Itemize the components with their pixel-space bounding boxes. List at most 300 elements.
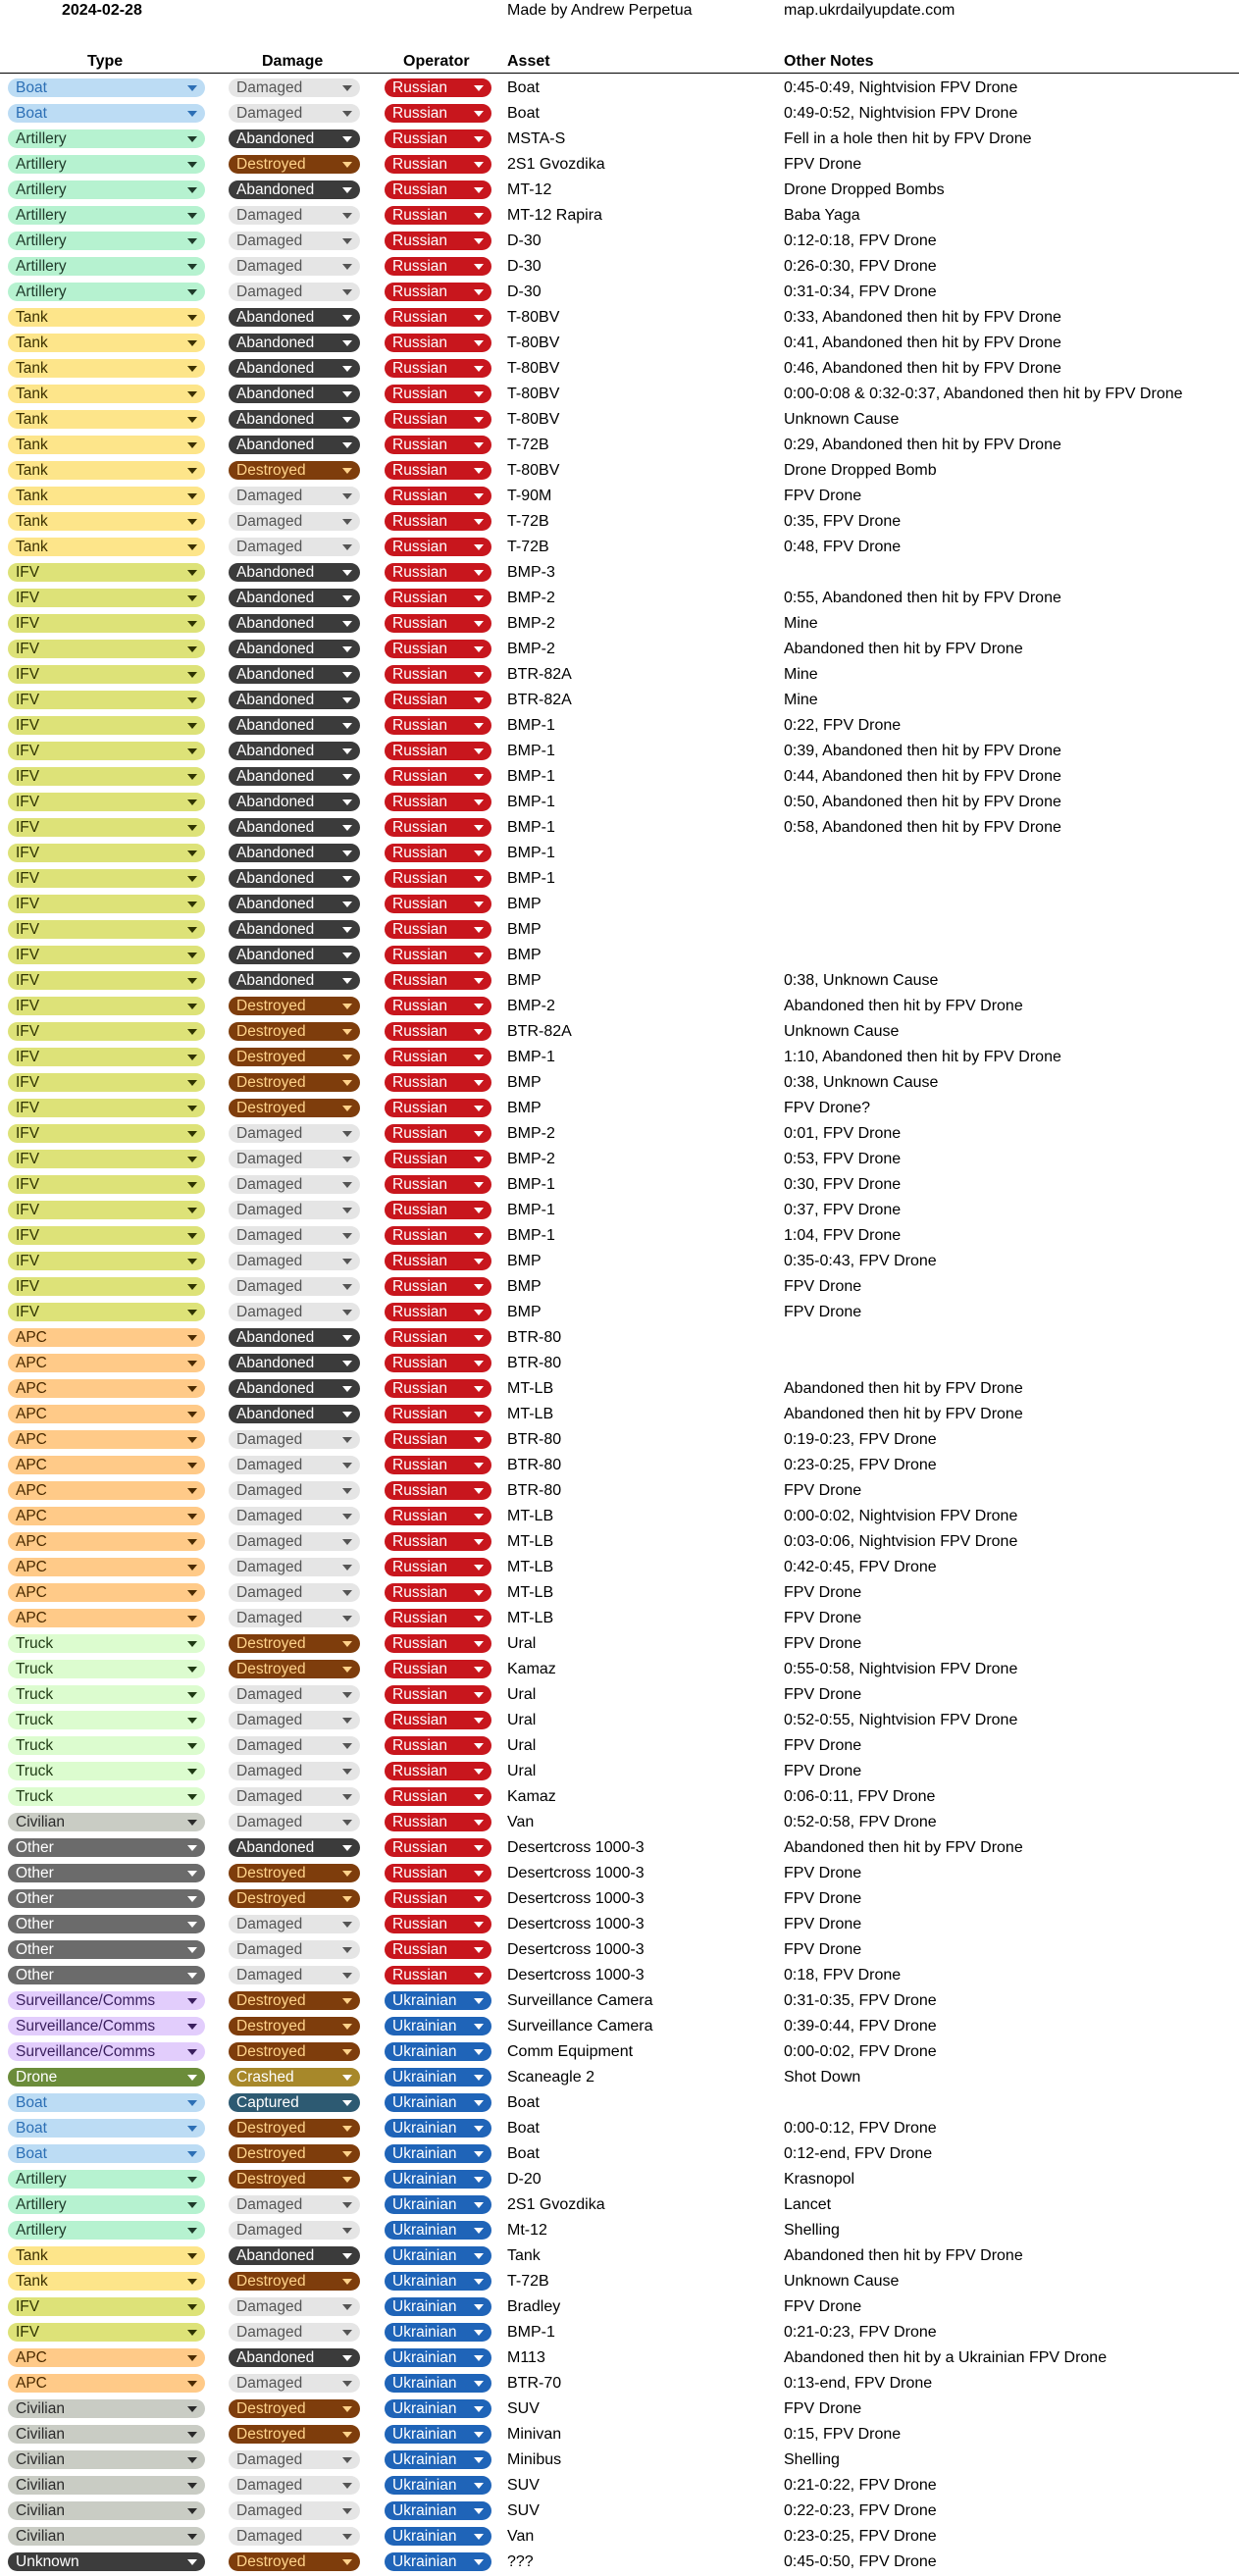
type-dropdown[interactable] [8,487,205,505]
type-dropdown[interactable] [8,104,205,123]
operator-dropdown[interactable] [385,818,491,837]
damage-dropdown[interactable] [229,1328,360,1347]
type-dropdown[interactable] [8,767,205,786]
damage-dropdown[interactable] [229,1966,360,1984]
operator-dropdown[interactable] [385,614,491,633]
damage-dropdown[interactable] [229,869,360,888]
operator-dropdown[interactable] [385,2552,491,2571]
operator-dropdown[interactable] [385,844,491,862]
damage-dropdown[interactable] [229,1354,360,1372]
damage-dropdown[interactable] [229,1940,360,1959]
damage-dropdown[interactable] [229,614,360,633]
damage-dropdown[interactable] [229,1991,360,2010]
operator-dropdown[interactable] [385,767,491,786]
operator-dropdown[interactable] [385,2170,491,2189]
operator-dropdown[interactable] [385,1634,491,1653]
type-dropdown[interactable] [8,2195,205,2214]
type-dropdown[interactable] [8,640,205,658]
type-dropdown[interactable] [8,2093,205,2112]
type-dropdown[interactable] [8,2170,205,2189]
type-dropdown[interactable] [8,2374,205,2393]
damage-dropdown[interactable] [229,2093,360,2112]
damage-dropdown[interactable] [229,2476,360,2495]
type-dropdown[interactable] [8,1889,205,1908]
operator-dropdown[interactable] [385,665,491,684]
damage-dropdown[interactable] [229,2527,360,2546]
operator-dropdown[interactable] [385,1048,491,1066]
operator-dropdown[interactable] [385,946,491,964]
operator-dropdown[interactable] [385,1099,491,1117]
operator-dropdown[interactable] [385,2068,491,2087]
operator-dropdown[interactable] [385,1787,491,1806]
damage-dropdown[interactable] [229,1430,360,1449]
damage-dropdown[interactable] [229,2450,360,2469]
damage-dropdown[interactable] [229,1609,360,1627]
type-dropdown[interactable] [8,1277,205,1296]
type-dropdown[interactable] [8,1303,205,1321]
operator-dropdown[interactable] [385,1864,491,1882]
operator-dropdown[interactable] [385,2272,491,2291]
damage-dropdown[interactable] [229,1736,360,1755]
type-dropdown[interactable] [8,2042,205,2061]
type-dropdown[interactable] [8,257,205,276]
type-dropdown[interactable] [8,1405,205,1423]
damage-dropdown[interactable] [229,1405,360,1423]
damage-dropdown[interactable] [229,1175,360,1194]
damage-dropdown[interactable] [229,1532,360,1551]
operator-dropdown[interactable] [385,2042,491,2061]
damage-dropdown[interactable] [229,2297,360,2316]
type-dropdown[interactable] [8,1456,205,1474]
damage-dropdown[interactable] [229,971,360,990]
table-row [0,1427,1239,1453]
damage-dropdown[interactable] [229,129,360,148]
damage-dropdown[interactable] [229,283,360,301]
type-dropdown[interactable] [8,1762,205,1780]
damage-dropdown[interactable] [229,1685,360,1704]
type-dropdown[interactable] [8,742,205,760]
operator-dropdown[interactable] [385,2425,491,2444]
operator-dropdown[interactable] [385,129,491,148]
type-dropdown[interactable] [8,1915,205,1933]
damage-dropdown[interactable] [229,1277,360,1296]
damage-dropdown[interactable] [229,895,360,913]
damage-dropdown[interactable] [229,920,360,939]
damage-dropdown[interactable] [229,78,360,97]
type-dropdown[interactable] [8,895,205,913]
operator-dropdown[interactable] [385,461,491,480]
damage-dropdown[interactable] [229,1507,360,1525]
operator-dropdown[interactable] [385,1711,491,1729]
type-dropdown[interactable] [8,2552,205,2571]
type-dropdown[interactable] [8,1201,205,1219]
damage-dropdown[interactable] [229,844,360,862]
type-dropdown[interactable] [8,2323,205,2342]
damage-dropdown[interactable] [229,1889,360,1908]
damage-dropdown[interactable] [229,334,360,352]
operator-dropdown[interactable] [385,1660,491,1678]
type-dropdown[interactable] [8,1328,205,1347]
chevron-down-icon [187,289,197,295]
damage-dropdown[interactable] [229,2017,360,2035]
operator-dropdown[interactable] [385,410,491,429]
type-dropdown[interactable] [8,1838,205,1857]
type-dropdown[interactable] [8,410,205,429]
damage-dropdown[interactable] [229,104,360,123]
type-dropdown[interactable] [8,2017,205,2035]
damage-dropdown[interactable] [229,2170,360,2189]
operator-dropdown[interactable] [385,742,491,760]
operator-dropdown[interactable] [385,1762,491,1780]
type-dropdown[interactable] [8,78,205,97]
damage-dropdown[interactable] [229,767,360,786]
damage-dropdown[interactable] [229,2399,360,2418]
type-dropdown[interactable] [8,385,205,403]
damage-dropdown[interactable] [229,1762,360,1780]
damage-dropdown[interactable] [229,716,360,735]
type-dropdown[interactable] [8,971,205,990]
type-label: IFV [16,743,40,759]
damage-dropdown[interactable] [229,742,360,760]
damage-dropdown[interactable] [229,691,360,709]
type-dropdown[interactable] [8,1175,205,1194]
operator-dropdown[interactable] [385,1456,491,1474]
type-dropdown[interactable] [8,129,205,148]
type-dropdown[interactable] [8,716,205,735]
type-dropdown[interactable] [8,793,205,811]
operator-dropdown[interactable] [385,1303,491,1321]
damage-dropdown[interactable] [229,793,360,811]
type-dropdown[interactable] [8,1813,205,1831]
type-dropdown[interactable] [8,1634,205,1653]
damage-dropdown[interactable] [229,1022,360,1041]
damage-dropdown[interactable] [229,538,360,556]
damage-dropdown[interactable] [229,1583,360,1602]
damage-dropdown[interactable] [229,1201,360,1219]
operator-dropdown[interactable] [385,2297,491,2316]
type-dropdown[interactable] [8,946,205,964]
damage-dropdown[interactable] [229,385,360,403]
operator-dropdown[interactable] [385,997,491,1015]
damage-dropdown[interactable] [229,1099,360,1117]
operator-dropdown[interactable] [385,971,491,990]
type-dropdown[interactable] [8,1507,205,1525]
damage-label: Damaged [236,232,303,249]
operator-dropdown[interactable] [385,2450,491,2469]
type-dropdown[interactable] [8,1073,205,1092]
type-dropdown[interactable] [8,589,205,607]
operator-dropdown[interactable] [385,334,491,352]
type-dropdown[interactable] [8,1864,205,1882]
operator-dropdown[interactable] [385,232,491,250]
type-dropdown[interactable] [8,1226,205,1245]
type-dropdown[interactable] [8,2425,205,2444]
damage-dropdown[interactable] [229,155,360,174]
operator-dropdown[interactable] [385,512,491,531]
operator-dropdown[interactable] [385,1277,491,1296]
type-dropdown[interactable] [8,538,205,556]
type-dropdown[interactable] [8,563,205,582]
damage-dropdown[interactable] [229,206,360,225]
damage-dropdown[interactable] [229,257,360,276]
type-dropdown[interactable] [8,1736,205,1755]
damage-dropdown[interactable] [229,589,360,607]
damage-dropdown[interactable] [229,2552,360,2571]
operator-dropdown[interactable] [385,1354,491,1372]
operator-dropdown[interactable] [385,2017,491,2035]
operator-dropdown[interactable] [385,2119,491,2138]
type-dropdown[interactable] [8,1022,205,1041]
damage-label: Damaged [236,2477,303,2494]
damage-dropdown[interactable] [229,1838,360,1857]
operator-dropdown[interactable] [385,2399,491,2418]
operator-dropdown[interactable] [385,1175,491,1194]
damage-dropdown[interactable] [229,2144,360,2163]
operator-dropdown[interactable] [385,487,491,505]
type-dropdown[interactable] [8,1532,205,1551]
damage-dropdown[interactable] [229,1124,360,1143]
type-dropdown[interactable] [8,1558,205,1576]
damage-dropdown[interactable] [229,1558,360,1576]
operator-dropdown[interactable] [385,1507,491,1525]
operator-dropdown[interactable] [385,2221,491,2240]
type-dropdown[interactable] [8,1252,205,1270]
damage-dropdown[interactable] [229,2374,360,2393]
type-dropdown[interactable] [8,665,205,684]
operator-dropdown[interactable] [385,1966,491,1984]
damage-dropdown[interactable] [229,1048,360,1066]
damage-dropdown[interactable] [229,232,360,250]
operator-dropdown[interactable] [385,436,491,454]
damage-dropdown[interactable] [229,1711,360,1729]
type-dropdown[interactable] [8,232,205,250]
operator-dropdown[interactable] [385,2144,491,2163]
operator-dropdown[interactable] [385,2195,491,2214]
type-dropdown[interactable] [8,1940,205,1959]
type-dropdown[interactable] [8,1430,205,1449]
damage-dropdown[interactable] [229,1481,360,1500]
damage-dropdown[interactable] [229,1303,360,1321]
operator-dropdown[interactable] [385,283,491,301]
operator-dropdown[interactable] [385,206,491,225]
type-dropdown[interactable] [8,334,205,352]
operator-dropdown[interactable] [385,385,491,403]
operator-dropdown[interactable] [385,1201,491,1219]
type-dropdown[interactable] [8,206,205,225]
operator-dropdown[interactable] [385,1736,491,1755]
type-dropdown[interactable] [8,1048,205,1066]
damage-dropdown[interactable] [229,436,360,454]
operator-dropdown[interactable] [385,1328,491,1347]
damage-dropdown[interactable] [229,640,360,658]
operator-dropdown[interactable] [385,2093,491,2112]
operator-dropdown[interactable] [385,716,491,735]
type-dropdown[interactable] [8,1150,205,1168]
operator-dropdown[interactable] [385,2476,491,2495]
damage-dropdown[interactable] [229,1456,360,1474]
operator-dropdown[interactable] [385,1481,491,1500]
operator-dropdown[interactable] [385,589,491,607]
operator-dropdown[interactable] [385,1226,491,1245]
type-dropdown[interactable] [8,818,205,837]
type-dropdown[interactable] [8,2144,205,2163]
type-dropdown[interactable] [8,844,205,862]
type-dropdown[interactable] [8,2501,205,2520]
operator-dropdown[interactable] [385,1940,491,1959]
damage-dropdown[interactable] [229,308,360,327]
operator-dropdown[interactable] [385,1532,491,1551]
damage-dropdown[interactable] [229,2195,360,2214]
damage-dropdown[interactable] [229,1915,360,1933]
type-dropdown[interactable] [8,1660,205,1678]
type-dropdown[interactable] [8,2119,205,2138]
type-label: IFV [16,972,40,989]
type-dropdown[interactable] [8,1991,205,2010]
type-dropdown[interactable] [8,920,205,939]
operator-dropdown[interactable] [385,2323,491,2342]
operator-dropdown[interactable] [385,1915,491,1933]
damage-dropdown[interactable] [229,818,360,837]
damage-dropdown[interactable] [229,1813,360,1831]
operator-dropdown[interactable] [385,1558,491,1576]
type-dropdown[interactable] [8,869,205,888]
operator-dropdown[interactable] [385,257,491,276]
type-dropdown[interactable] [8,283,205,301]
type-dropdown[interactable] [8,1354,205,1372]
type-dropdown[interactable] [8,436,205,454]
operator-dropdown[interactable] [385,308,491,327]
damage-dropdown[interactable] [229,2068,360,2087]
operator-dropdown[interactable] [385,180,491,199]
damage-dropdown[interactable] [229,1073,360,1092]
type-dropdown[interactable] [8,2272,205,2291]
operator-dropdown[interactable] [385,1430,491,1449]
operator-dropdown[interactable] [385,869,491,888]
operator-dropdown[interactable] [385,538,491,556]
type-dropdown[interactable] [8,2246,205,2265]
damage-dropdown[interactable] [229,359,360,378]
type-dropdown[interactable] [8,1099,205,1117]
type-dropdown[interactable] [8,155,205,174]
type-dropdown[interactable] [8,2297,205,2316]
operator-dropdown[interactable] [385,78,491,97]
type-dropdown[interactable] [8,308,205,327]
operator-dropdown[interactable] [385,2374,491,2393]
type-dropdown[interactable] [8,1787,205,1806]
damage-dropdown[interactable] [229,1864,360,1882]
type-dropdown[interactable] [8,1711,205,1729]
operator-dropdown[interactable] [385,2348,491,2367]
operator-dropdown[interactable] [385,1991,491,2010]
operator-dropdown[interactable] [385,1609,491,1627]
type-dropdown[interactable] [8,512,205,531]
operator-dropdown[interactable] [385,155,491,174]
damage-dropdown[interactable] [229,512,360,531]
damage-dropdown[interactable] [229,2042,360,2061]
damage-dropdown[interactable] [229,1226,360,1245]
operator-dropdown[interactable] [385,1685,491,1704]
type-dropdown[interactable] [8,1583,205,1602]
damage-dropdown[interactable] [229,665,360,684]
damage-dropdown[interactable] [229,2323,360,2342]
operator-dropdown[interactable] [385,2527,491,2546]
damage-dropdown[interactable] [229,2348,360,2367]
type-dropdown[interactable] [8,2527,205,2546]
damage-dropdown[interactable] [229,2272,360,2291]
type-dropdown[interactable] [8,2399,205,2418]
type-dropdown[interactable] [8,2476,205,2495]
damage-dropdown[interactable] [229,461,360,480]
damage-dropdown[interactable] [229,563,360,582]
damage-dropdown[interactable] [229,946,360,964]
damage-dropdown[interactable] [229,180,360,199]
type-dropdown[interactable] [8,2450,205,2469]
type-dropdown[interactable] [8,461,205,480]
operator-dropdown[interactable] [385,1889,491,1908]
damage-dropdown[interactable] [229,410,360,429]
operator-dropdown[interactable] [385,359,491,378]
type-dropdown[interactable] [8,614,205,633]
damage-dropdown[interactable] [229,487,360,505]
operator-dropdown[interactable] [385,1124,491,1143]
operator-dropdown[interactable] [385,691,491,709]
type-dropdown[interactable] [8,1481,205,1500]
type-dropdown[interactable] [8,2068,205,2087]
damage-dropdown[interactable] [229,2221,360,2240]
damage-dropdown[interactable] [229,2119,360,2138]
operator-dropdown[interactable] [385,1583,491,1602]
operator-dropdown[interactable] [385,1150,491,1168]
damage-dropdown[interactable] [229,1634,360,1653]
type-dropdown[interactable] [8,691,205,709]
type-dropdown[interactable] [8,1379,205,1398]
operator-dropdown[interactable] [385,1838,491,1857]
operator-dropdown[interactable] [385,1405,491,1423]
type-dropdown[interactable] [8,1685,205,1704]
type-dropdown[interactable] [8,1124,205,1143]
operator-dropdown[interactable] [385,920,491,939]
damage-dropdown[interactable] [229,2425,360,2444]
damage-dropdown[interactable] [229,1379,360,1398]
type-dropdown[interactable] [8,359,205,378]
damage-dropdown[interactable] [229,2246,360,2265]
type-dropdown[interactable] [8,1966,205,1984]
type-dropdown[interactable] [8,2221,205,2240]
operator-dropdown[interactable] [385,640,491,658]
operator-dropdown[interactable] [385,1022,491,1041]
damage-dropdown[interactable] [229,997,360,1015]
damage-dropdown[interactable] [229,1787,360,1806]
type-dropdown[interactable] [8,997,205,1015]
operator-dropdown[interactable] [385,563,491,582]
operator-dropdown[interactable] [385,1379,491,1398]
type-dropdown[interactable] [8,2348,205,2367]
damage-dropdown[interactable] [229,1252,360,1270]
operator-dropdown[interactable] [385,1073,491,1092]
damage-dropdown[interactable] [229,2501,360,2520]
operator-dropdown[interactable] [385,2501,491,2520]
operator-dropdown[interactable] [385,793,491,811]
type-dropdown[interactable] [8,180,205,199]
operator-dropdown[interactable] [385,1813,491,1831]
operator-dropdown[interactable] [385,1252,491,1270]
operator-dropdown[interactable] [385,895,491,913]
operator-dropdown[interactable] [385,2246,491,2265]
type-dropdown[interactable] [8,1609,205,1627]
damage-dropdown[interactable] [229,1660,360,1678]
operator-dropdown[interactable] [385,104,491,123]
damage-dropdown[interactable] [229,1150,360,1168]
